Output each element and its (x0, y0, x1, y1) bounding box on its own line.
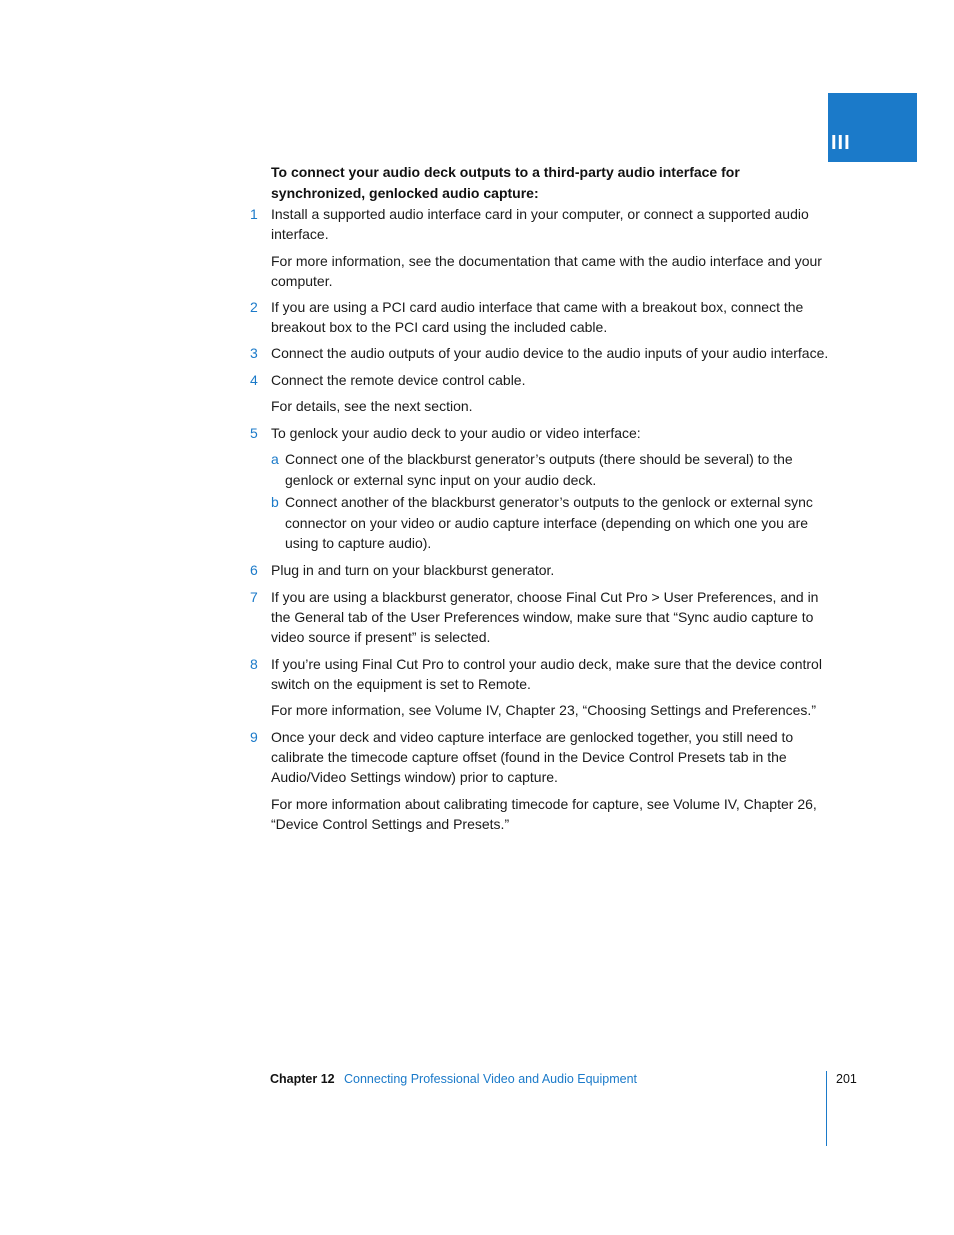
footer-chapter-title: Connecting Professional Video and Audio Equipment (344, 1072, 638, 1086)
step-text: If you’re using Final Cut Pro to control your audio deck, make sure that the device control switch on the equipment is set to Remote. (271, 655, 822, 692)
footer-chapter-label: Chapter 12 (270, 1072, 335, 1086)
procedure-heading: To connect your audio deck outputs to a third-party audio interface for synchronized, genlocked audio capture: (271, 164, 740, 201)
step-1 (250, 204, 830, 291)
step-text: Once your deck and video capture interface are genlocked together, you still need to calibrate the timecode capture offset (found in the Device Control Presets tab in the Audio/Video Settings window) prior to capture. (271, 728, 794, 785)
substep-a (271, 449, 830, 490)
step-note: For details, see the next section. (271, 398, 473, 414)
step-number: 9 (250, 728, 258, 745)
substep-b (271, 492, 830, 554)
step-7 (250, 587, 830, 647)
page-content (250, 162, 830, 834)
substep-letter: a (271, 451, 279, 467)
step-number: 6 (250, 561, 258, 578)
step-number: 2 (250, 299, 258, 315)
step-5 (250, 423, 830, 554)
step-number: 7 (250, 588, 258, 605)
step-note: For more information about calibrating timecode for capture, see Volume IV, Chapter 26, “Device Control Settings and Presets.” (271, 795, 817, 832)
part-tab (828, 93, 917, 162)
step-text: If you are using a blackburst generator, choose Final Cut Pro > User Preferences, and in the General tab of the User Preferences window, make sure that “Sync audio capture to video source if present” is selected. (271, 588, 819, 645)
step-number: 4 (250, 372, 258, 388)
substep-text: Connect another of the blackburst generator’s outputs to the genlock or external sync connector on your video or audio capture interface (depending on which one you are using to capture audio). (285, 494, 813, 551)
step-text: Connect the audio outputs of your audio device to the audio inputs of your audio interface. (271, 345, 829, 361)
step-9 (250, 727, 830, 834)
step-text: Plug in and turn on your blackburst generator. (271, 561, 555, 578)
step-number: 3 (250, 345, 258, 361)
step-text: To genlock your audio deck to your audio or video interface: (271, 425, 641, 441)
step-2 (250, 297, 830, 337)
step-number: 8 (250, 655, 258, 672)
step-number: 1 (250, 206, 258, 222)
step-4 (250, 370, 830, 416)
step-note: For more information, see Volume IV, Chapter 23, “Choosing Settings and Preferences.” (271, 701, 816, 718)
step-text: Connect the remote device control cable. (271, 372, 526, 388)
step-3 (250, 343, 830, 363)
step-text: If you are using a PCI card audio interface that came with a breakout box, connect the breakout box to the PCI card using the included cable. (271, 299, 804, 335)
step-note: For more information, see the documentation that came with the audio interface and your computer. (271, 253, 822, 289)
part-tab-label: III (831, 132, 851, 154)
substep-letter: b (271, 494, 279, 510)
step-8 (250, 654, 830, 720)
step-6 (250, 560, 830, 580)
page-number: 201 (836, 1072, 857, 1086)
step-text: Install a supported audio interface card in your computer, or connect a supported audio interface. (271, 206, 809, 242)
substep-text: Connect one of the blackburst generator’s outputs (there should be several) to the genlock or external sync input on your audio deck. (285, 451, 793, 488)
footer-divider (826, 1071, 827, 1146)
step-number: 5 (250, 425, 258, 441)
